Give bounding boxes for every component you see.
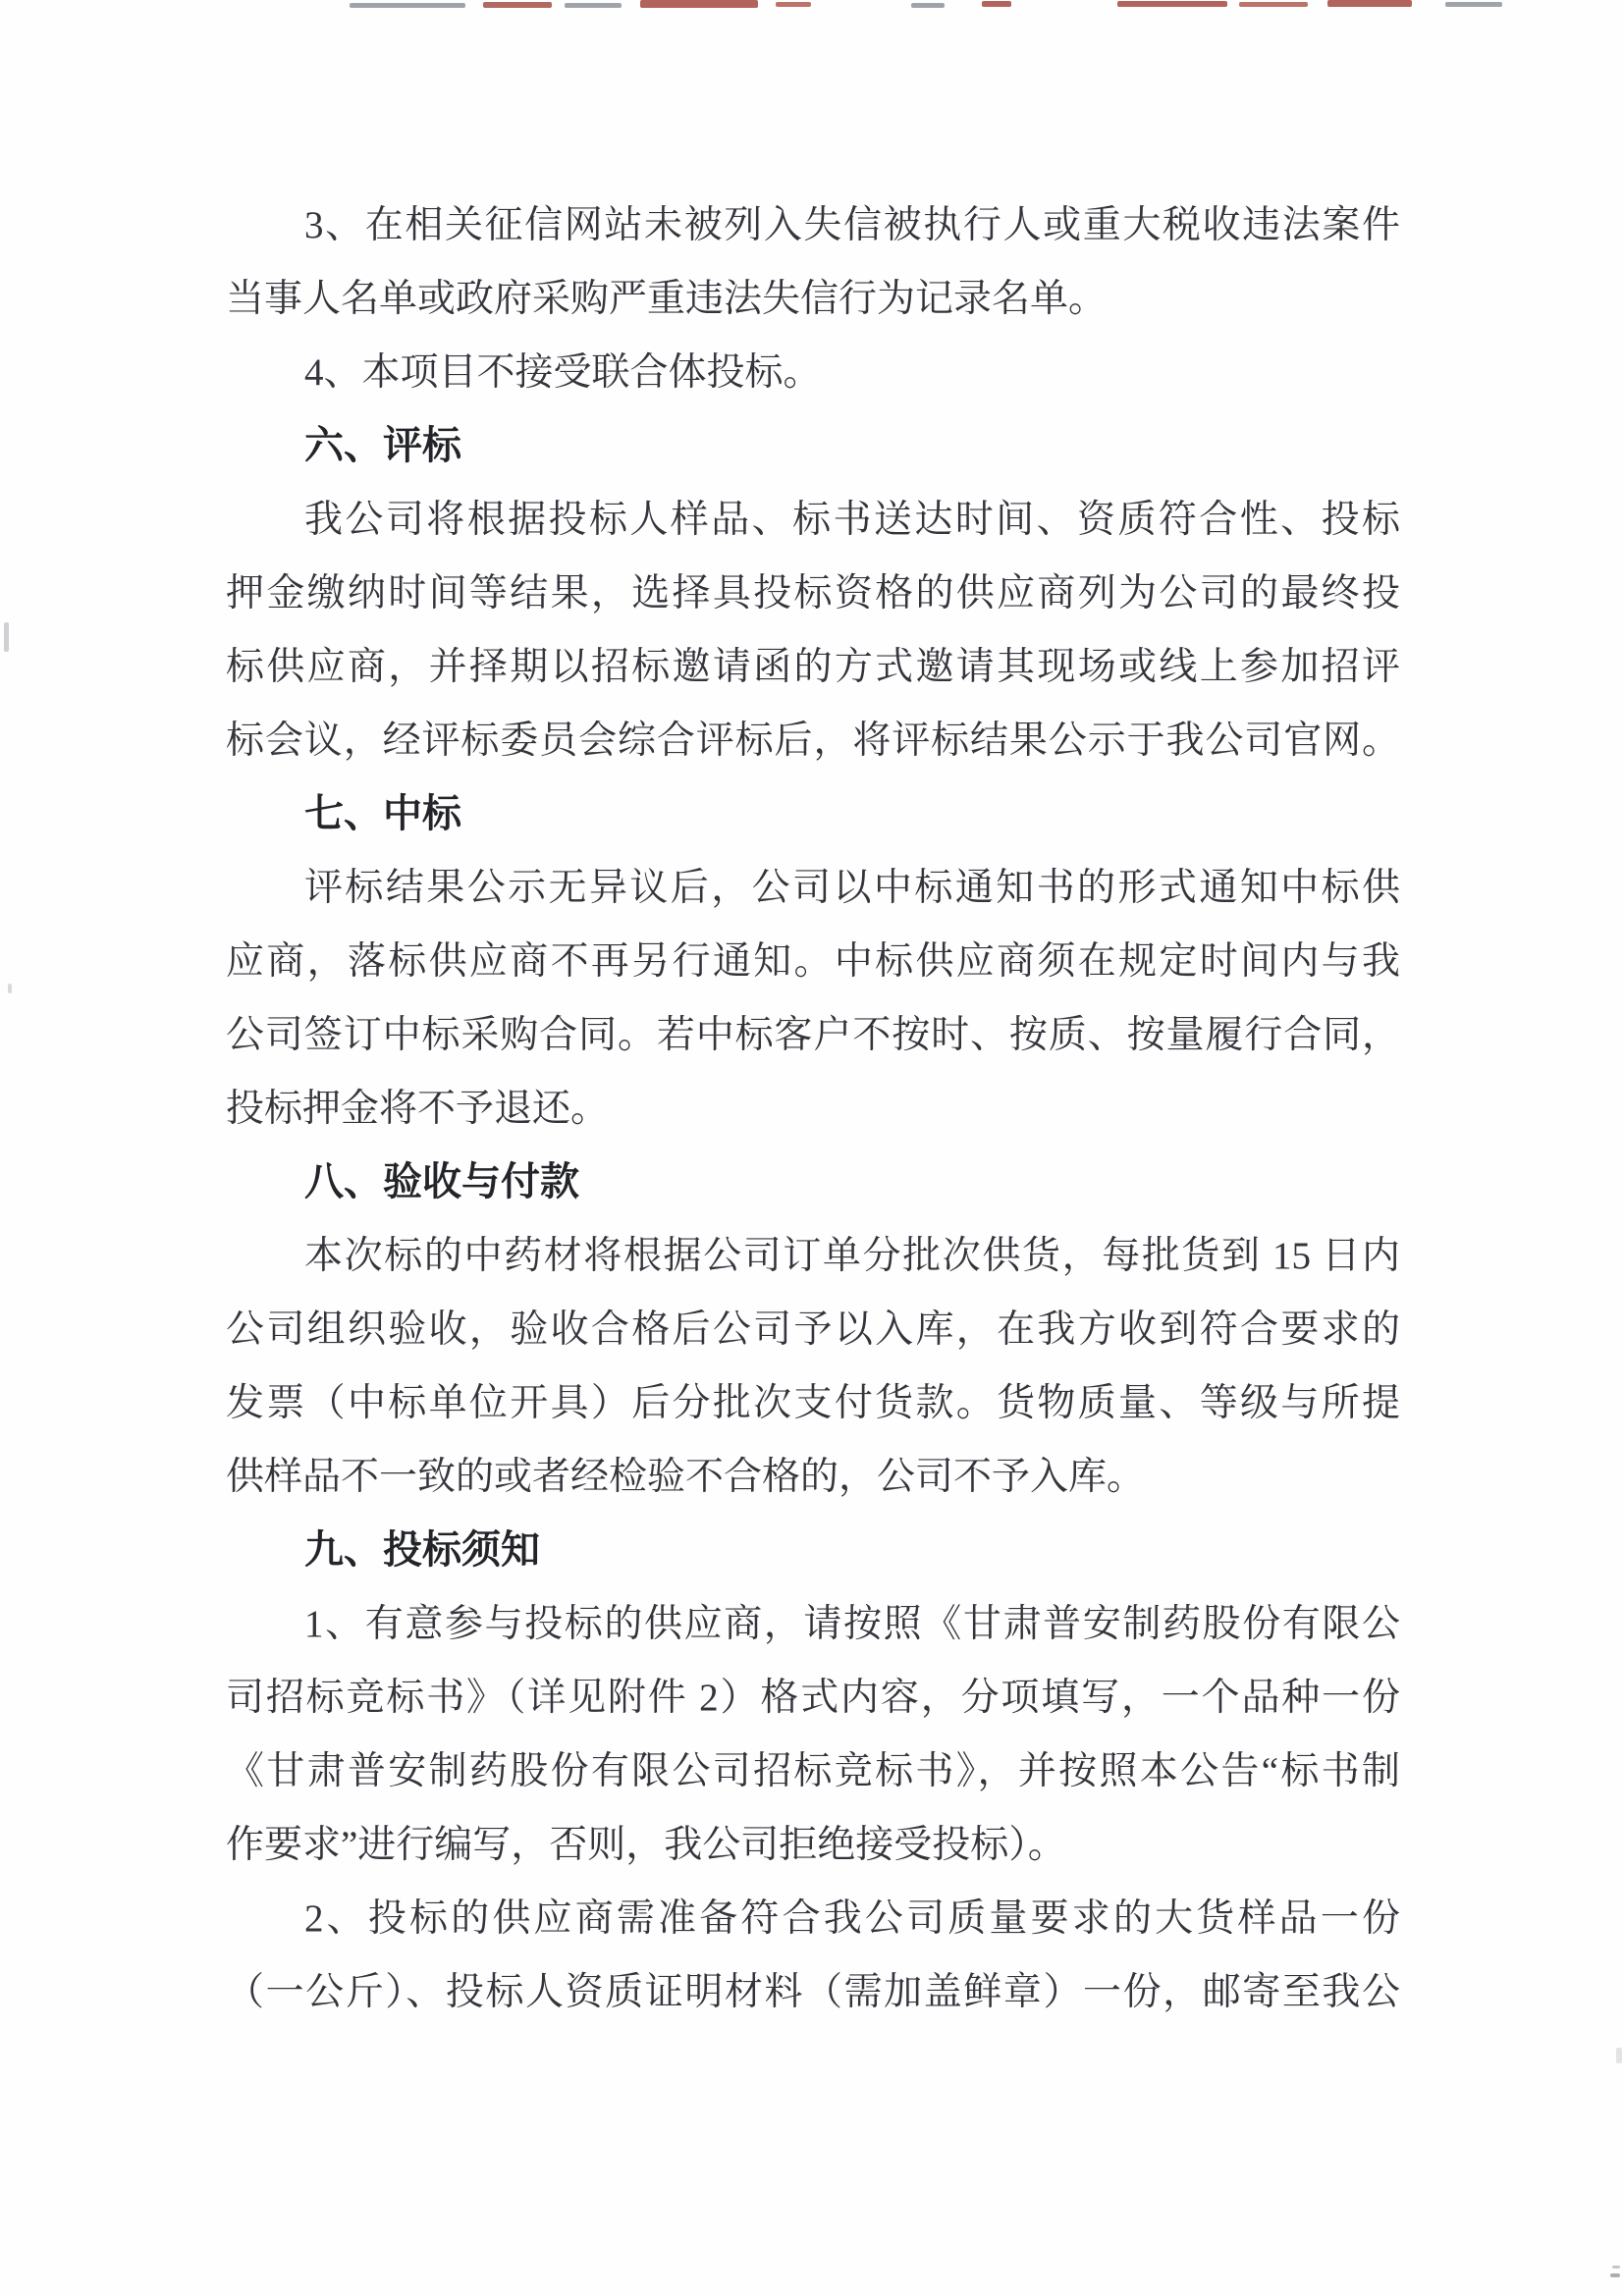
- scan-artifact: [911, 3, 945, 8]
- scan-artifact: [4, 622, 9, 652]
- scan-artifact: [1327, 0, 1412, 7]
- text-line: 我公司将根据投标人样品、标书送达时间、资质符合性、投标: [304, 499, 1400, 541]
- text-line: 应商，落标供应商不再另行通知。中标供应商须在规定时间内与我: [226, 940, 1400, 983]
- section-heading-acceptance-payment: 八、验收与付款: [304, 1160, 579, 1203]
- scan-artifact: [8, 984, 12, 993]
- section-heading-evaluation: 六、评标: [304, 424, 461, 467]
- scan-artifact: [1612, 2266, 1620, 2269]
- scan-artifact: [1610, 2273, 1620, 2277]
- text-line: 投标押金将不予退还。: [226, 1088, 610, 1130]
- text-line: 押金缴纳时间等结果，选择具投标资格的供应商列为公司的最终投: [226, 572, 1400, 614]
- text-line: 1、有意参与投标的供应商，请按照《甘肃普安制药股份有限公: [304, 1603, 1400, 1645]
- text-line: 评标结果公示无异议后，公司以中标通知书的形式通知中标供: [304, 867, 1400, 909]
- section-heading-bidding-notes: 九、投标须知: [304, 1528, 540, 1572]
- text-line: 供样品不一致的或者经检验不合格的，公司不予入库。: [226, 1456, 1146, 1498]
- scan-artifact: [565, 3, 622, 8]
- scan-artifact: [640, 0, 758, 8]
- scan-artifact: [776, 2, 811, 7]
- text-line: 2、投标的供应商需准备符合我公司质量要求的大货样品一份: [304, 1897, 1400, 1940]
- scan-artifact: [1445, 2, 1502, 7]
- text-line: 4、本项目不接受联合体投标。: [304, 351, 822, 394]
- text-line: 司招标竞标书》（详见附件 2）格式内容，分项填写，一个品种一份: [226, 1677, 1400, 1719]
- text-line: 《甘肃普安制药股份有限公司招标竞标书》，并按照本公告“标书制: [226, 1750, 1400, 1792]
- text-line: 作要求”进行编写，否则，我公司拒绝接受投标）。: [226, 1824, 1066, 1866]
- section-heading-award: 七、中标: [304, 792, 461, 835]
- scan-artifact: [1616, 2048, 1622, 2063]
- text-line: 标会议，经评标委员会综合评标后，将评标结果公示于我公司官网。: [226, 720, 1400, 762]
- text-line: 标供应商，并择期以招标邀请函的方式邀请其现场或线上参加招评: [226, 646, 1400, 688]
- text-line: 公司组织验收，验收合格后公司予以入库，在我方收到符合要求的: [226, 1308, 1400, 1351]
- text-line: 当事人名单或政府采购严重违法失信行为记录名单。: [226, 278, 1108, 320]
- scan-artifact: [1117, 1, 1227, 7]
- scan-artifact: [1239, 2, 1308, 7]
- scan-artifact: [483, 2, 552, 8]
- text-line: 发票（中标单位开具）后分批次支付货款。货物质量、等级与所提: [226, 1382, 1400, 1424]
- document-body: [226, 188, 1400, 2029]
- text-line: 公司签订中标采购合同。若中标客户不按时、按质、按量履行合同，: [226, 1014, 1400, 1056]
- text-line: 3、在相关征信网站未被列入失信被执行人或重大税收违法案件: [304, 204, 1400, 246]
- text-line: （一公斤）、投标人资质证明材料（需加盖鲜章）一份，邮寄至我公: [226, 1971, 1400, 2013]
- scan-artifact: [982, 1, 1011, 7]
- scan-artifact: [350, 3, 465, 8]
- text-line: 本次标的中药材将根据公司订单分批次供货，每批货到 15 日内: [304, 1235, 1400, 1277]
